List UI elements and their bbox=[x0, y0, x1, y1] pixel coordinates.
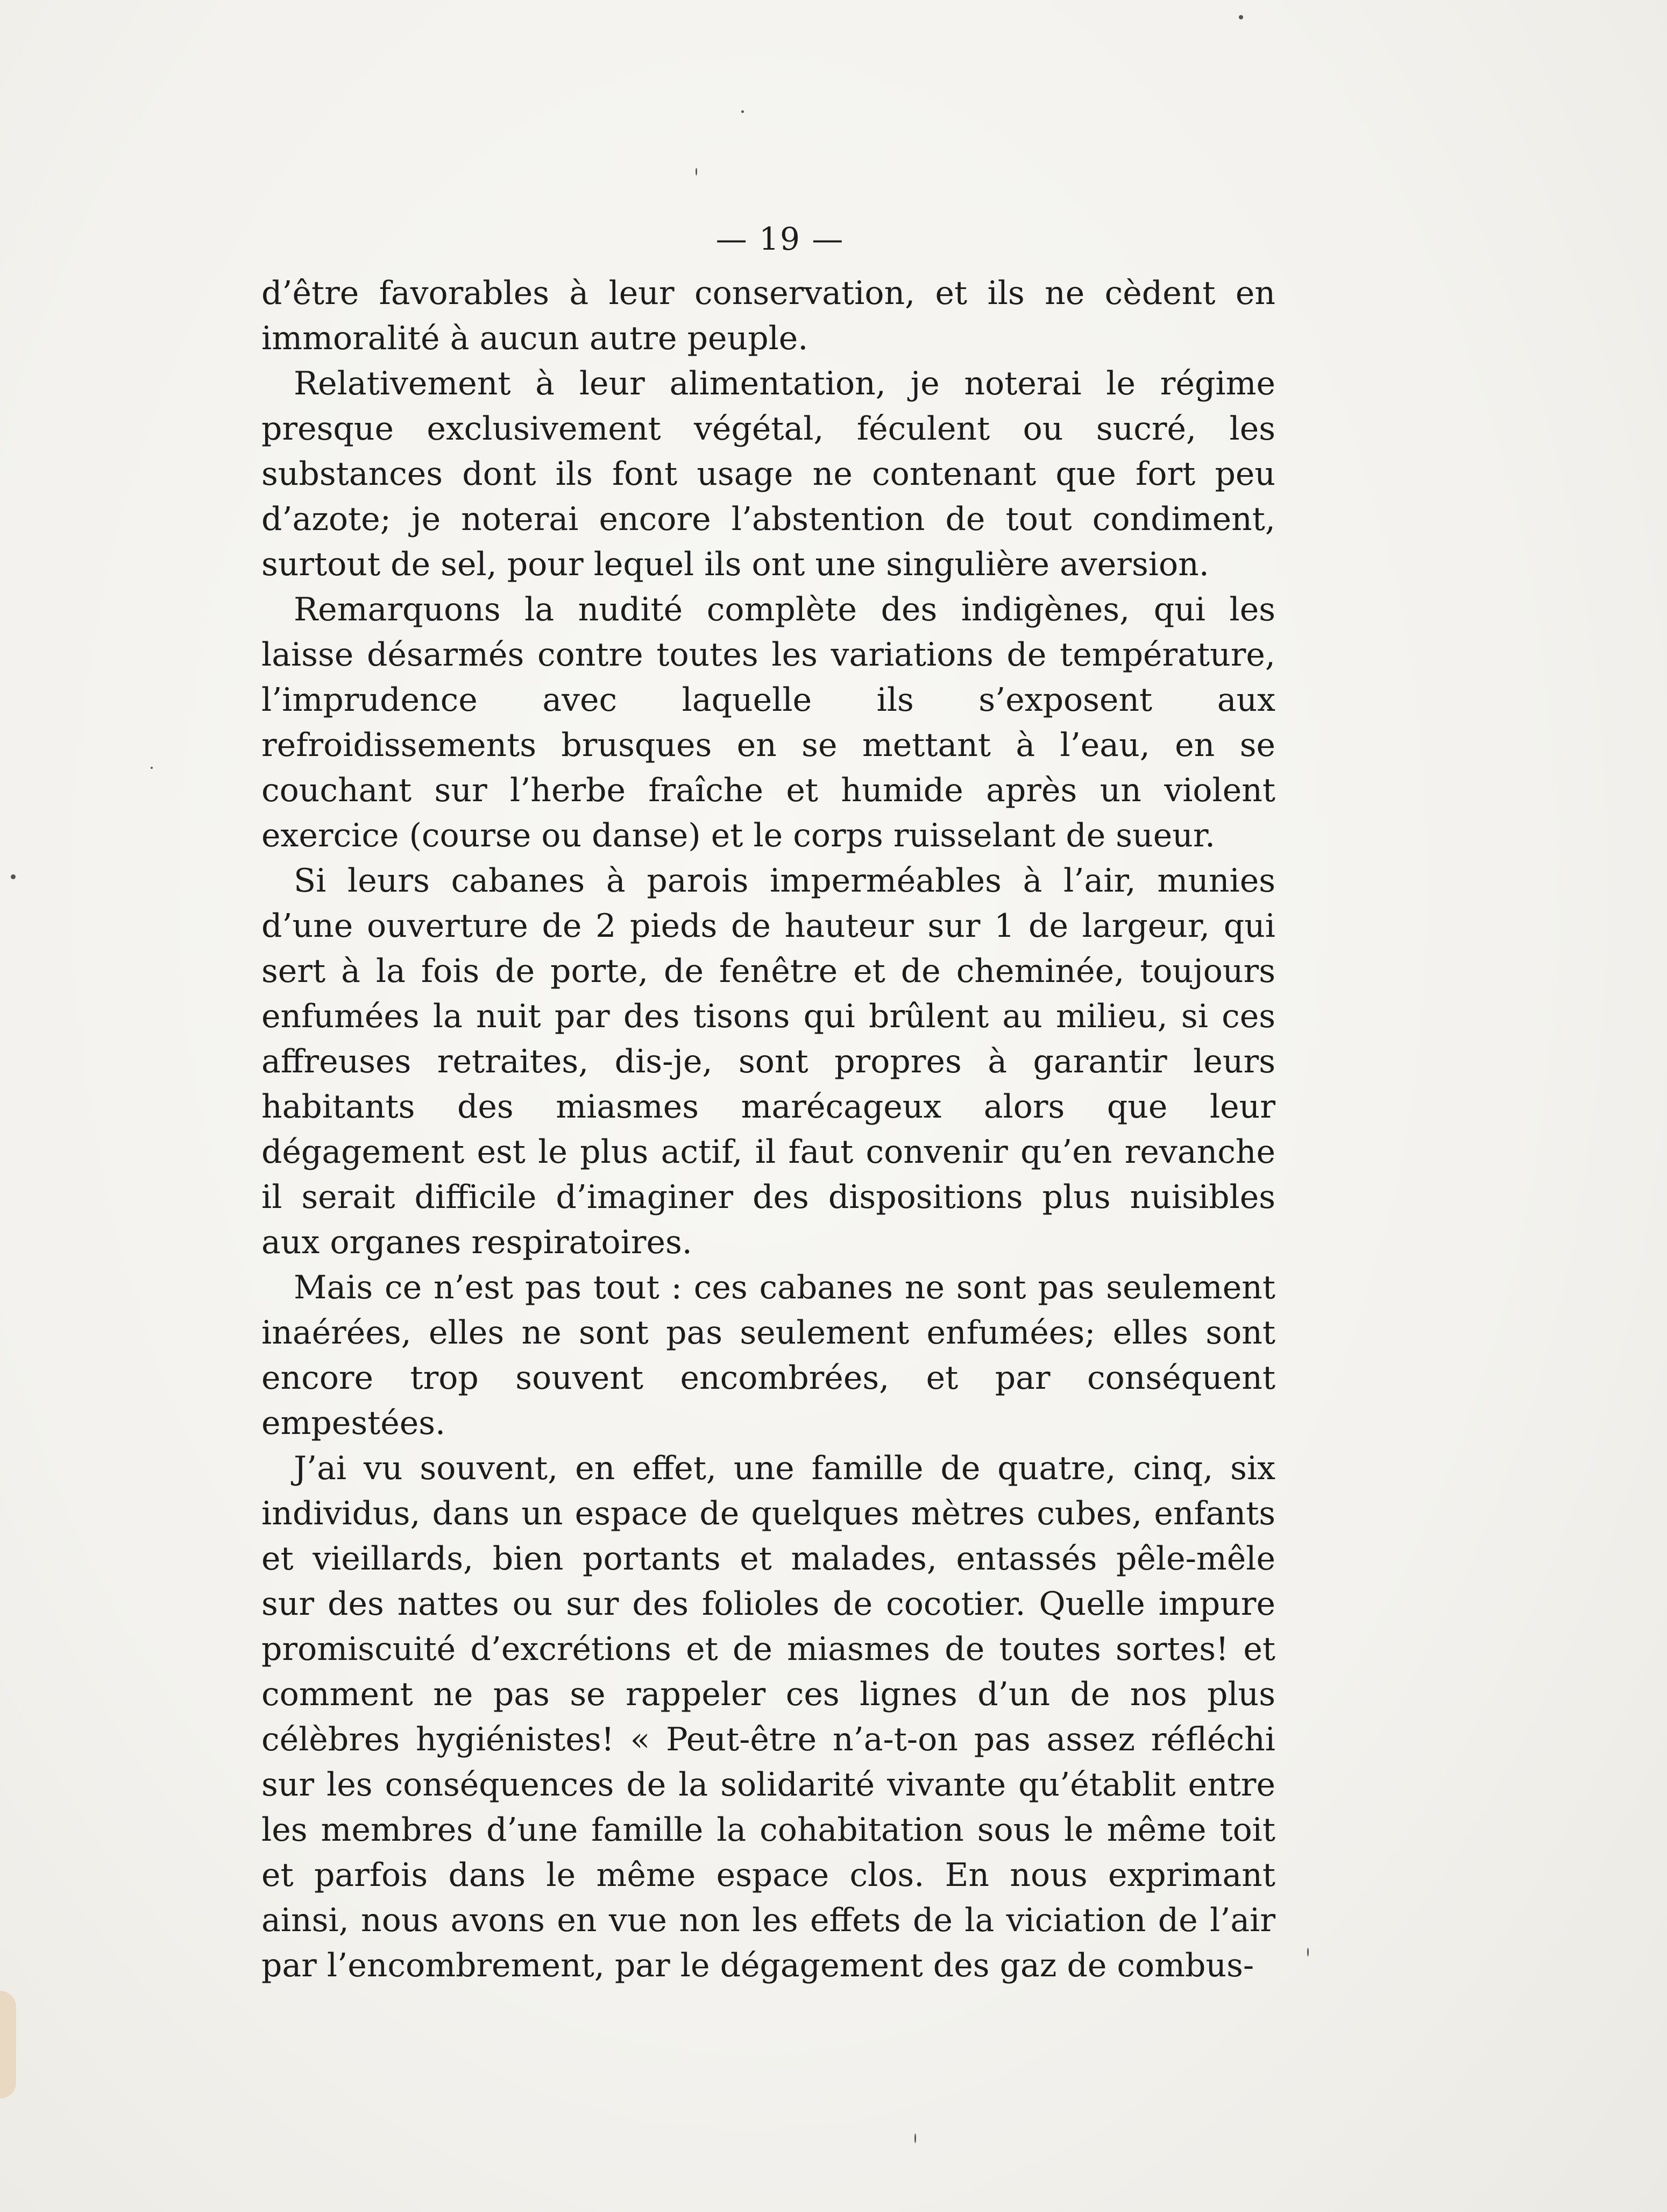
paragraph-3: Remarquons la nudité complète des indigènes, qui les laisse désarmés contre toutes les variations de température, l’imprudence avec laquelle ils s’exposent aux refroidissements brusques en se mettant à l’eau, en se couchant sur l’herbe fraîche et humide après un violent exercice (course ou danse) et le corps ruisselant de sueur. bbox=[261, 591, 1275, 854]
paragraph-4: Si leurs cabanes à parois imperméables à l’air, munies d’une ouverture de 2 pieds de hauteur sur 1 de largeur, qui sert à la fois de porte, de fenêtre et de cheminée, toujours enfumées la nuit par des tisons qui brûlent au milieu, si ces affreuses retraites, dis-je, sont propres à garantir leurs habitants des miasmes marécageux alors que leur dégagement est le plus actif, il faut convenir qu’en revanche il serait difficile d’imaginer des dispositions plus nuisibles aux organes respiratoires. bbox=[261, 862, 1275, 1261]
paragraph-1: d’être favorables à leur conservation, et ils ne cèdent en immoralité à aucun autre peuple. bbox=[261, 274, 1275, 357]
paragraph-6: J’ai vu souvent, en effet, une famille de quatre, cinq, six individus, dans un espace de quelques mètres cubes, enfants et vieillards, bien portants et malades, entassés pêle-mêle sur des nattes ou sur des folioles de cocotier. Quelle impure promiscuité d’excrétions et de miasmes de toutes sortes! et comment ne pas se rappeler ces lignes d’un de nos plus célèbres hygiénistes! « Peut-être n’a-t-on pas assez réfléchi sur les conséquences de la solidarité vivante qu’établit entre les membres d’une famille la cohabitation sous le même toit et parfois dans le même espace clos. En nous exprimant ainsi, nous avons en vue non les effets de la viciation de l’air par l’encombrement, par le dégagement des gaz de combus- bbox=[261, 1450, 1275, 1984]
paragraph-5: Mais ce n’est pas tout : ces cabanes ne sont pas seulement inaérées, elles ne sont pas seulement enfumées; elles sont encore trop souvent encombrées, et par conséquent empestées. bbox=[261, 1269, 1275, 1442]
paragraph-2: Relativement à leur alimentation, je noterai le régime presque exclusivement végétal, féculent ou sucré, les substances dont ils font usage ne contenant que fort peu d’azote; je noterai encore l’abstention de tout condiment, surtout de sel, pour lequel ils ont une singulière aversion. bbox=[261, 365, 1275, 583]
body-text bbox=[261, 271, 1275, 1988]
page-number: — 19 — bbox=[715, 221, 845, 257]
page-edge-tab bbox=[0, 1991, 16, 2098]
